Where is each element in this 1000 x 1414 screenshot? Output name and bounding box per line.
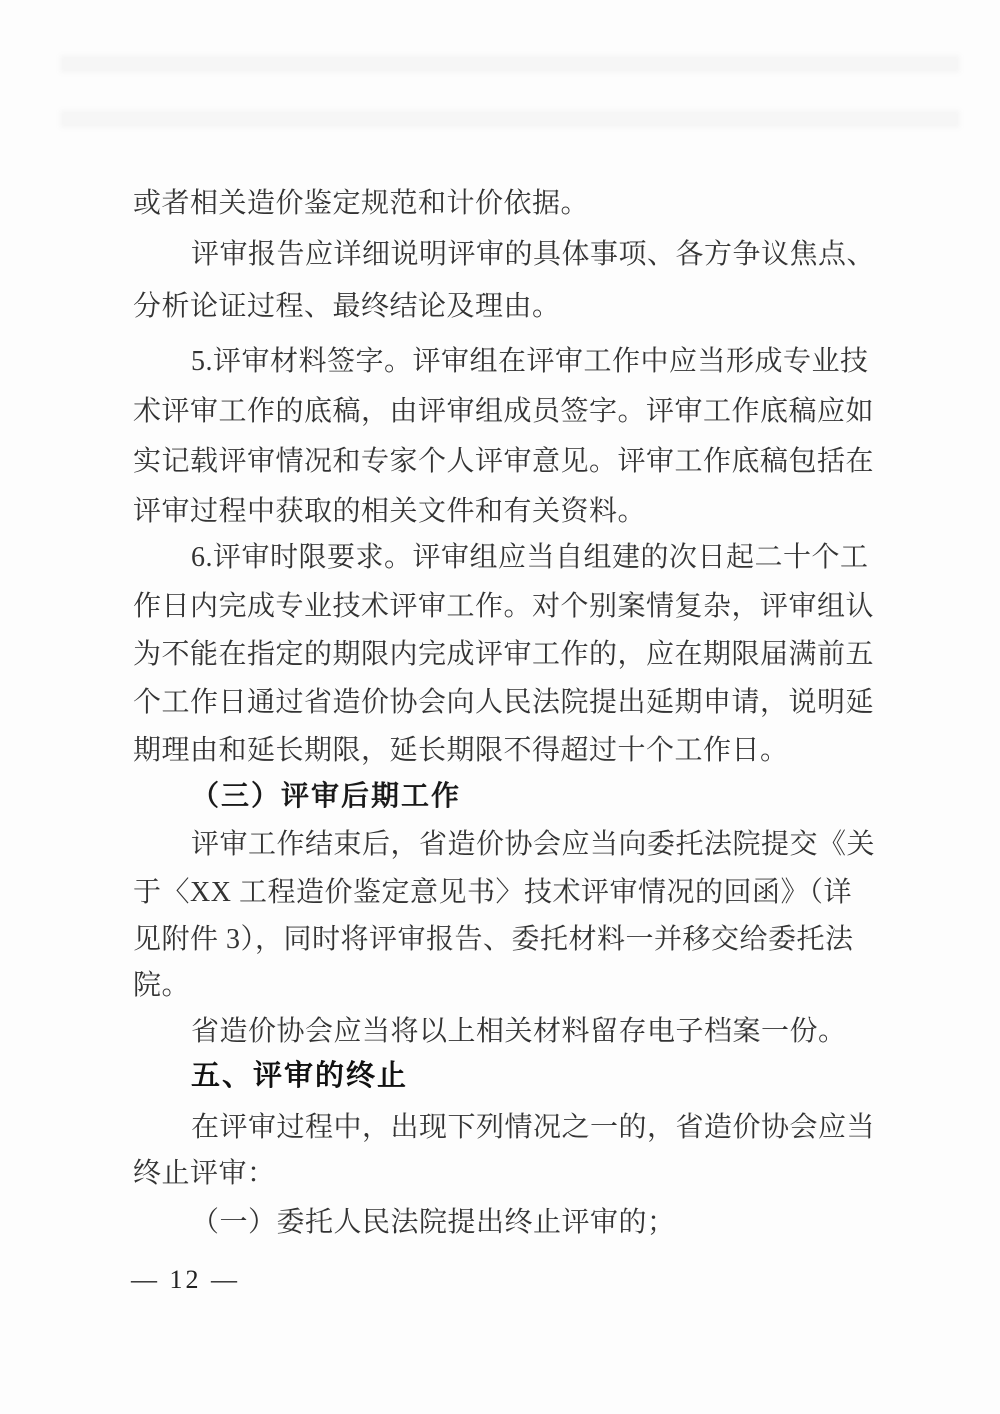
section-heading-review-later-work: （三）评审后期工作 (191, 781, 462, 812)
document-line: 省造价协会应当将以上相关材料留存电子档案一份。 (191, 1016, 847, 1047)
document-line: 院。 (133, 970, 191, 1001)
document-line: 终止评审： (133, 1158, 276, 1189)
section-heading-review-termination: 五、评审的终止 (191, 1060, 409, 1092)
document-line: 评审过程中获取的相关文件和有关资料。 (133, 496, 647, 527)
document-line: 或者相关造价鉴定规范和计价依据。 (133, 188, 590, 219)
document-line: 个工作日通过省造价协会向人民法院提出延期申请，说明延 (133, 687, 875, 718)
document-line: 分析论证过程、最终结论及理由。 (133, 291, 561, 322)
document-line: 作日内完成专业技术评审工作。对个别案情复杂，评审组认 (133, 591, 875, 622)
document-line: 见附件 3），同时将评审报告、委托材料一并移交给委托法 (133, 924, 854, 955)
document-line: 评审报告应详细说明评审的具体事项、各方争议焦点、 (191, 239, 876, 270)
document-line: 为不能在指定的期限内完成评审工作的，应在期限届满前五 (133, 639, 875, 670)
document-line: 实记载评审情况和专家个人评审意见。评审工作底稿包括在 (133, 446, 875, 477)
document-line: 评审工作结束后，省造价协会应当向委托法院提交《关 (191, 829, 876, 860)
document-line: 5.评审材料签字。评审组在评审工作中应当形成专业技 (191, 346, 869, 377)
document-line: 期理由和延长期限，延长期限不得超过十个工作日。 (133, 735, 789, 766)
document-line: 于〈XX 工程造价鉴定意见书〉技术评审情况的回函》（详 (133, 877, 852, 908)
document-line: （一）委托人民法院提出终止评审的； (191, 1207, 676, 1238)
document-line: 6.评审时限要求。评审组应当自组建的次日起二十个工 (191, 542, 869, 573)
document-line: 在评审过程中，出现下列情况之一的，省造价协会应当 (191, 1112, 876, 1143)
scan-bleedthrough-artifact (60, 55, 960, 165)
page-number: — 12 — (131, 1265, 240, 1294)
document-line: 术评审工作的底稿，由评审组成员签字。评审工作底稿应如 (133, 396, 875, 427)
